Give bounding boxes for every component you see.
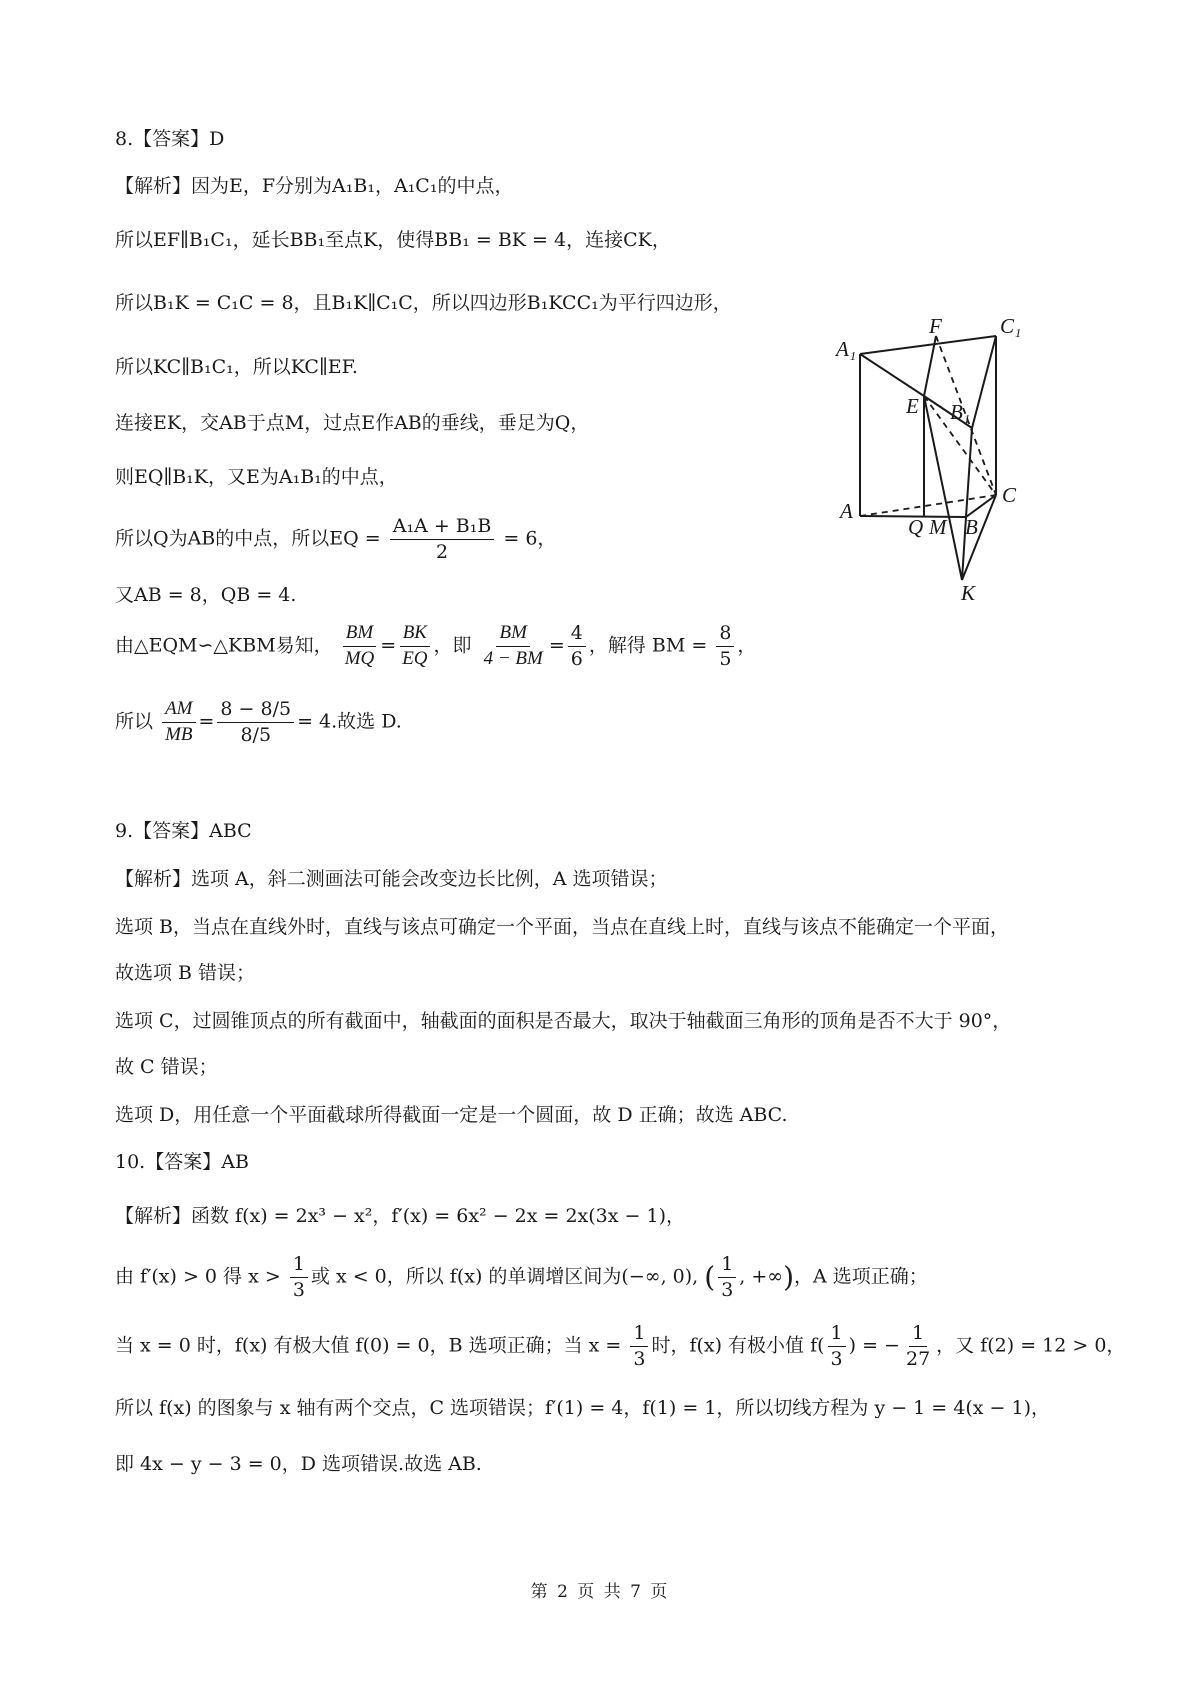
q8-line-7-text: 所以Q为AB的中点，所以EQ = bbox=[115, 527, 381, 550]
q10-line-3-mid2: ) = − bbox=[848, 1334, 900, 1357]
fraction-denominator: MQ bbox=[344, 647, 375, 669]
fraction-denominator: EQ bbox=[402, 647, 428, 669]
q8-line-3: 所以B₁K = C₁C = 8，且B₁K∥C₁C，所以四边形B₁KCC₁为平行四边形， bbox=[115, 292, 732, 314]
q10-interval-tail: , +∞ bbox=[739, 1265, 784, 1288]
q8-line-7-tail: = 6， bbox=[503, 527, 557, 550]
q10-line-5: 即 4x − y − 3 = 0，D 选项错误.故选 AB. bbox=[115, 1453, 482, 1475]
fraction-8-5 bbox=[716, 622, 734, 671]
q10-line-2-end: ，A 选项正确； bbox=[794, 1265, 928, 1288]
q10-line-4: 所以 f(x) 的图象与 x 轴有两个交点，C 选项错误；f′(1) = 4，f(1) = 1，所以切线方程为 y − 1 = 4(x − 1)， bbox=[115, 1397, 1050, 1419]
q10-line-3 bbox=[115, 1322, 1125, 1371]
fraction-denominator: 5 bbox=[719, 647, 732, 670]
label-c: C bbox=[1002, 483, 1017, 507]
q9-line-3: 故选项 B 错误； bbox=[115, 962, 256, 984]
edge-b1-b bbox=[966, 428, 972, 517]
q9-line-4: 选项 C，过圆锥顶点的所有截面中，轴截面的面积是否最大，取决于轴截面三角形的顶角是否不大于 90°， bbox=[115, 1010, 1012, 1032]
q10-line-3-mid: 时，f(x) 有极小值 f( bbox=[651, 1334, 825, 1357]
fraction-eq bbox=[390, 515, 495, 564]
q8-line-9-solve: ，解得 BM = bbox=[588, 634, 708, 657]
fraction-numerator: AM bbox=[162, 698, 195, 723]
q8-line-2: 所以EF∥B₁C₁，延长BB₁至点K，使得BB₁ = BK = 4，连接CK， bbox=[115, 229, 671, 251]
q10-line-1: 【解析】函数 f(x) = 2x³ − x²，f′(x) = 6x² − 2x = 2x(3x − 1)， bbox=[115, 1205, 685, 1227]
page-footer: 第 2 页 共 7 页 bbox=[530, 1582, 670, 1602]
q9-line-1: 【解析】选项 A，斜二测画法可能会改变边长比例，A 选项错误； bbox=[115, 868, 668, 890]
q8-line-9-text: 由△EQM∽△KBM易知， bbox=[115, 634, 333, 657]
fraction-bk-eq bbox=[399, 622, 430, 671]
fraction-numerator: BM bbox=[496, 622, 529, 647]
label-b1: B₁ bbox=[950, 400, 971, 424]
fraction-numerator: 1 bbox=[828, 1322, 846, 1347]
fraction-denominator: 3 bbox=[292, 1278, 305, 1301]
fraction-4-6 bbox=[568, 622, 586, 671]
q10-line-3-end: ，又 f(2) = 12 > 0， bbox=[936, 1334, 1126, 1357]
label-a: A bbox=[840, 499, 853, 523]
fraction-one-third bbox=[290, 1253, 308, 1302]
fraction-denominator: 8/5 bbox=[240, 723, 272, 746]
fraction-denominator: MB bbox=[165, 723, 193, 745]
q8-line-5: 连接EK，交AB于点M，过点E作AB的垂线，垂足为Q， bbox=[115, 412, 590, 434]
edge-a-c-hidden bbox=[860, 495, 996, 516]
edge-a1-e bbox=[860, 354, 924, 396]
fraction-am-mb bbox=[162, 698, 195, 747]
fraction-denominator: 3 bbox=[721, 1278, 734, 1301]
fraction-numerator: 1 bbox=[290, 1253, 308, 1278]
fraction-denominator: 3 bbox=[830, 1347, 843, 1370]
fraction-bm-mq bbox=[342, 622, 378, 671]
fraction-denominator: 27 bbox=[905, 1347, 931, 1370]
prism-figure bbox=[835, 310, 1035, 600]
edge-a1-c1 bbox=[860, 336, 996, 354]
label-b: B bbox=[965, 515, 978, 539]
q9-line-5: 故 C 错误； bbox=[115, 1056, 218, 1078]
q8-line-7 bbox=[115, 515, 556, 564]
fraction-one-27 bbox=[903, 1322, 933, 1371]
fraction-numerator: BM bbox=[343, 622, 376, 647]
fraction-one-third-b bbox=[630, 1322, 648, 1371]
fraction-numerator: A₁A + B₁B bbox=[390, 515, 495, 540]
label-m: M bbox=[929, 515, 947, 539]
q8-line-9-end: ， bbox=[737, 634, 757, 657]
q9-answer: 9.【答案】ABC bbox=[115, 820, 252, 842]
edge-b1-c1 bbox=[972, 336, 996, 428]
q8-line-10-text: 所以 bbox=[115, 710, 154, 733]
q8-line-1: 【解析】因为E，F分别为A₁B₁，A₁C₁的中点， bbox=[115, 175, 514, 197]
label-k: K bbox=[961, 581, 976, 600]
fraction-one-third-interval bbox=[718, 1253, 736, 1302]
q10-answer: 10.【答案】AB bbox=[115, 1151, 249, 1173]
q8-answer: 8.【答案】D bbox=[115, 128, 225, 150]
q8-line-8: 又AB = 8，QB = 4. bbox=[115, 584, 297, 606]
label-f: F bbox=[929, 314, 942, 338]
fraction-denominator: 2 bbox=[435, 540, 449, 563]
label-a1: A₁ bbox=[836, 337, 857, 361]
fraction-denominator: 4 − BM bbox=[483, 647, 543, 669]
q10-line-2-mid: 或 x < 0，所以 f(x) 的单调增区间为(−∞, 0), bbox=[310, 1265, 699, 1288]
q8-line-10-tail: = 4.故选 D. bbox=[297, 710, 402, 733]
fraction-denominator: 6 bbox=[570, 647, 583, 670]
q8-line-9: 由△EQM∽△KBM易知， $\frac{BM}{MQ}$ = $\frac{BK}{EQ}$ ，即 $\frac{BM}{4 - BM}$ = $\frac{4}{6}$ ，解得 BM = $\frac{8}{5}$ ， bbox=[115, 622, 757, 670]
fraction-one-third-c bbox=[828, 1322, 846, 1371]
q9-line-2: 选项 B，当点在直线外时，直线与该点可确定一个平面，当点在直线上时，直线与该点不能确定一个平面， bbox=[115, 916, 1010, 938]
fraction-numerator: 1 bbox=[718, 1253, 736, 1278]
q8-line-4: 所以KC∥B₁C₁，所以KC∥EF. bbox=[115, 356, 358, 378]
q8-line-9-mid: ，即 bbox=[433, 634, 472, 657]
q9-line-6: 选项 D，用任意一个平面截球所得截面一定是一个圆面，故 D 正确；故选 ABC. bbox=[115, 1104, 788, 1126]
fraction-numerator: 1 bbox=[909, 1322, 927, 1347]
label-q: Q bbox=[908, 515, 924, 539]
q10-line-3-text: 当 x = 0 时，f(x) 有极大值 f(0) = 0，B 选项正确；当 x = bbox=[115, 1334, 622, 1357]
fraction-numerator: 8 − 8/5 bbox=[217, 698, 294, 723]
q8-line-6: 则EQ∥B₁K，又E为A₁B₁的中点， bbox=[115, 466, 398, 488]
fraction-numerator: 8 bbox=[716, 622, 734, 647]
label-c1: C₁ bbox=[1000, 314, 1022, 338]
q8-line-10: 所以 $\frac{AM}{MB}$ = $\frac{8 - 8/5}{8/5}$ = 4.故选 D. bbox=[115, 698, 402, 746]
fraction-compound bbox=[217, 698, 294, 747]
q10-line-2: 由 f′(x) > 0 得 x > $\frac{1}{3}$ 或 x < 0，所以 f(x) 的单调增区间为(−∞, 0), ( $\frac{1}{3}$ , +∞)，A 选项正确； bbox=[115, 1253, 928, 1301]
label-e: E bbox=[906, 394, 919, 418]
fraction-bm-4-bm bbox=[481, 622, 546, 671]
q10-line-2-text: 由 f′(x) > 0 得 x > bbox=[115, 1265, 281, 1288]
fraction-numerator: 4 bbox=[568, 622, 586, 647]
fraction-denominator: 3 bbox=[633, 1347, 646, 1370]
fraction-numerator: BK bbox=[400, 622, 430, 647]
fraction-numerator: 1 bbox=[630, 1322, 648, 1347]
